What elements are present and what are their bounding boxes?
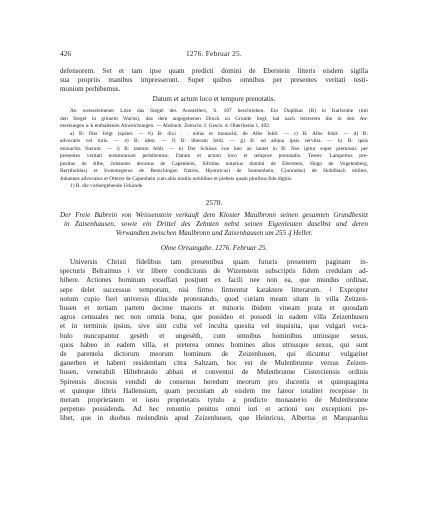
summary-line: in Zaisenhausen, sowie ein Drittel des Zehnten nebst seinen Eigenleuten daselbst und deren xyxy=(64,220,368,229)
note-line: 1) B. die vorhergehende Urkunde. xyxy=(70,183,144,189)
text-line: sepe delet successus temporum, nisi firmo firmentur karaktere litterarum. ǂ Expropter xyxy=(60,285,368,294)
text-line: et quinque libris Hallensium, quam pecuniam ab eisdem me fateor totaliter recepisse in xyxy=(60,386,368,395)
text-line: libet, que in duobus molendinis apud Zeizenhusen, que Heinricus, Albertus et Marquardus xyxy=(60,414,368,423)
text-line: quos habeo in eadem villa, et preterea omnes homines alios utriusque sexus, qui sunt xyxy=(60,340,368,349)
summary-line: Der Freie Babrein von Weissenstein verkauft dem Kloster Maulbronn seinen gesamten Grundbesitz xyxy=(60,211,368,219)
note-line: presentes veritati testimonium perhibemus. Datum et actum loco et tempore prenotatis. Testes: Lampertus pre- xyxy=(60,153,368,159)
text-line: husen, venerabili Hiltebrando abbati et conventui de Mulenbrunne Cisterciensis ordinis xyxy=(60,368,368,377)
note-line: merkungen a–k enthaltenen Abweichungen. — Abdruck: Zeitschr. f. Gesch. d. Oberrheins 1, 492. xyxy=(60,123,271,129)
text-line: notum cupio fieri universis diiucide protestando, quod curiam meam sitam in villa Zeitzen- xyxy=(60,294,368,303)
text-line: sua propriis manibus impresserunt. Super quibus omnibus per presentes veritati testi- xyxy=(60,76,368,85)
text-line: et in terminis ipsius, sive sint culta vel inculta quesita vel inquisita, que vulgari voca- xyxy=(60,322,368,331)
summary-line: Verwandten zwischen Maulbronn und Zaisenhausen um 255 ₰ Heller. xyxy=(115,229,313,238)
text-line: meram proprietatem et iusto proprietatis tytulo a predicto monasterio de Mulenbrunne xyxy=(60,396,368,405)
page-number: 426 xyxy=(60,49,72,58)
running-title: 1276. Februar 25. xyxy=(186,49,242,58)
document-number: 2570. xyxy=(205,198,223,207)
note-line: den Siegel in grünem Wachs), das dem angegebenen Druck zu Grunde liegt, hat nach letzterem die in den An- xyxy=(60,115,368,122)
text-line: Spirensis diocesis vendidi de consensu heredum meorum pro ducentis et quinquaginta xyxy=(60,377,368,386)
note-line: a) B: filer folgt (später. — b) B: dixi . . eiitas et monachi; de Albe fehlt. — c) B: Albe fehlt. — d) B: xyxy=(70,130,368,137)
document-dateline: Ohne Ortsangabe. 1276. Februar 25. xyxy=(160,244,268,252)
footnotes-block xyxy=(60,108,368,191)
document-text xyxy=(60,258,368,424)
text-line: ganerben et habent residentiam citra Saltzam, hoc est de Mulenbrunne versus Zeizen- xyxy=(60,359,368,368)
note-line: An weisseleinener Litze das Siegel des Ausstellers, S. 107 beschrieben. Ein Duplikat (B) in Karlsruhe (mit xyxy=(70,108,368,114)
text-line: monium perhibemus. xyxy=(60,85,121,94)
text-line: defensorem. Set et tam ipse quam predicti domini de Eberstein litteris eisdem sigilla xyxy=(60,67,368,75)
text-line: hibere. Actiones hominum exsuffari postjunt ex facili nee non ea, que mundus ordinat, xyxy=(60,276,368,285)
text-line: husen et tertiam partem decime maioris et minoris ibidem vineam prata et quosdam xyxy=(60,304,368,313)
note-line: monachis fuerunt. — i) B: tantum fehlt. — k) Der Schluss von hier an lautet in B: Nos igitur super premissis per xyxy=(60,145,368,152)
note-line: Ber(tholdus) et Swennegerus de Remchingen fratres, H(einricus) de Sunnenhein, C(onradus) de Hohilbach milites, xyxy=(60,168,368,174)
text-line: de parentela dictorum meorum hominum de Zeizenhusen, qui dicuntur vulgariter xyxy=(60,350,368,359)
text-line: specturis Belraimus ǂ vir libere condicionis de Wizenstein subscriptis fidem credulam ad- xyxy=(60,267,368,276)
note-line: positus de Albe, Johannes decanus de Capenhein, Sifridus notarius domini de Eberstein, Hugo de Vogetenberg, xyxy=(60,160,368,167)
note-line: Johannes advocatus et Otterer de Capenhein cum aliis multis nobilibus et plebeis quam pluribus fide dignis. xyxy=(60,175,293,182)
page-header xyxy=(60,49,368,59)
text-line: Universis Christi fidelibus tam presentibus quam futuris presentem paginam in- xyxy=(70,258,368,266)
text-line: agros censuales nec non omnia bona, que possideo et possedi in eadem villa Zeizenhusen xyxy=(60,313,368,322)
text-line: perpetuo possidenda. Ad hec renuntio penitus omni iuri et actioni seu exceptioni pe- xyxy=(60,405,368,414)
dating-clause: Datum et actum loco et tempore prenotatis. xyxy=(152,94,276,103)
document-summary xyxy=(60,211,368,239)
note-line: advocatis vel turis. — e) B: idest. — f) B: liberam fehlt. — g) B: ad aliqua ipsis servitia. — h) B: ipsis xyxy=(60,138,368,144)
paragraph-continuation xyxy=(60,67,368,104)
text-line: bulo nuncupantur geséth et ungesèth, cum omnibus hominibus utriusque sexus, xyxy=(60,331,368,340)
